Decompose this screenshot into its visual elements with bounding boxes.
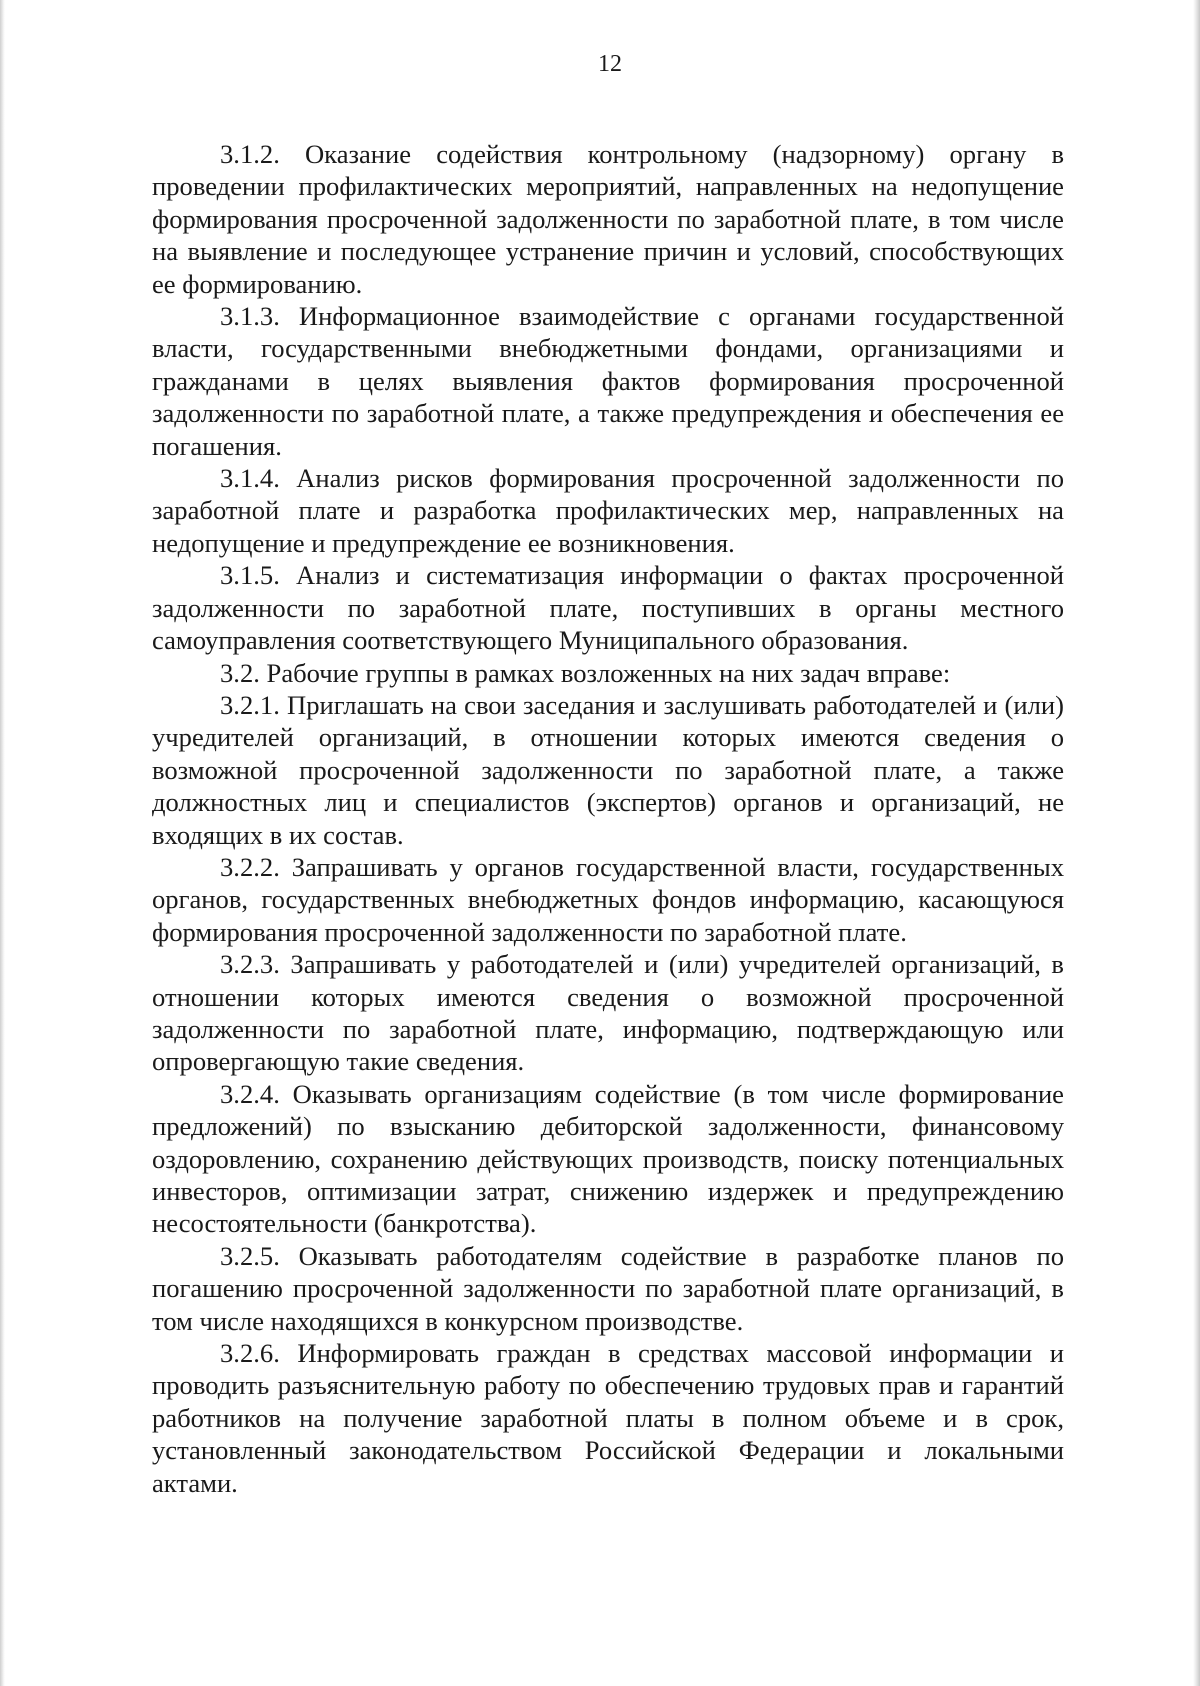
page-number: 12 — [598, 51, 622, 77]
paragraph-3-2-4: 3.2.4. Оказывать организациям содействие (в том числе формирование предложений) по взысканию дебиторской задолженности, финансовому оздоровлению, сохранению действующих производств, поиску потенциальных инвесторов, оптимизации затрат, снижению издержек и предупреждению несостоятельности (банкротства). — [152, 1078, 1064, 1239]
paragraph-3-2-3: 3.2.3. Запрашивать у работодателей и (или) учредителей организаций, в отношении которых имеются сведения о возможной просроченной задолженности по заработной плате, информацию, подтверждающую или опровергающую такие сведения. — [152, 949, 1064, 1077]
scan-edge-left — [0, 0, 5, 1686]
paragraph-3-2-2: 3.2.2. Запрашивать у органов государственной власти, государственных органов, государственных внебюджетных фондов информацию, касающуюся формирования просроченной задолженности по заработной плате. — [152, 851, 1064, 947]
paragraph-3-1-5: 3.1.5. Анализ и систематизация информации о фактах просроченной задолженности по заработной плате, поступивших в органы местного самоуправления соответствующего Муниципального образования. — [152, 560, 1064, 656]
paragraph-3-1-3: 3.1.3. Информационное взаимодействие с органами государственной власти, государственными внебюджетными фондами, организациями и гражданами в целях выявления фактов формирования просроченной задолженности по заработной плате, а также предупреждения и обеспечения ее погашения. — [152, 301, 1064, 461]
paragraph-3-2-1: 3.2.1. Приглашать на свои заседания и заслушивать работодателей и (или) учредителей организаций, в отношении которых имеются сведения о возможной просроченной задолженности по заработной плате, а также должностных лиц и специалистов (экспертов) органов и организаций, не входящих в их состав. — [152, 689, 1064, 850]
paragraph-3-2: 3.2. Рабочие группы в рамках возложенных на них задач вправе: — [220, 657, 951, 688]
scan-edge-right — [1193, 0, 1200, 1686]
paragraph-3-1-2: 3.1.2. Оказание содействия контрольному (надзорному) органу в проведении профилактических мероприятий, направленных на недопущение формирования просроченной задолженности по заработной плате, в том числе на выявление и последующее устранение причин и условий, способствующих ее формированию. — [152, 139, 1064, 299]
paragraph-3-2-5: 3.2.5. Оказывать работодателям содействие в разработке планов по погашению просроченной задолженности по заработной плате организаций, в том числе находящихся в конкурсном производстве. — [152, 1240, 1064, 1336]
document-body — [152, 138, 1064, 1499]
paragraph-3-2-6: 3.2.6. Информировать граждан в средствах массовой информации и проводить разъяснительную работу по обеспечению трудовых прав и гарантий работников на получение заработной платы в полном объеме и в срок, установленный законодательством Российской Федерации и локальными актами. — [152, 1338, 1064, 1498]
paragraph-3-1-4: 3.1.4. Анализ рисков формирования просроченной задолженности по заработной плате и разработка профилактических мер, направленных на недопущение и предупреждение ее возникновения. — [152, 463, 1064, 558]
